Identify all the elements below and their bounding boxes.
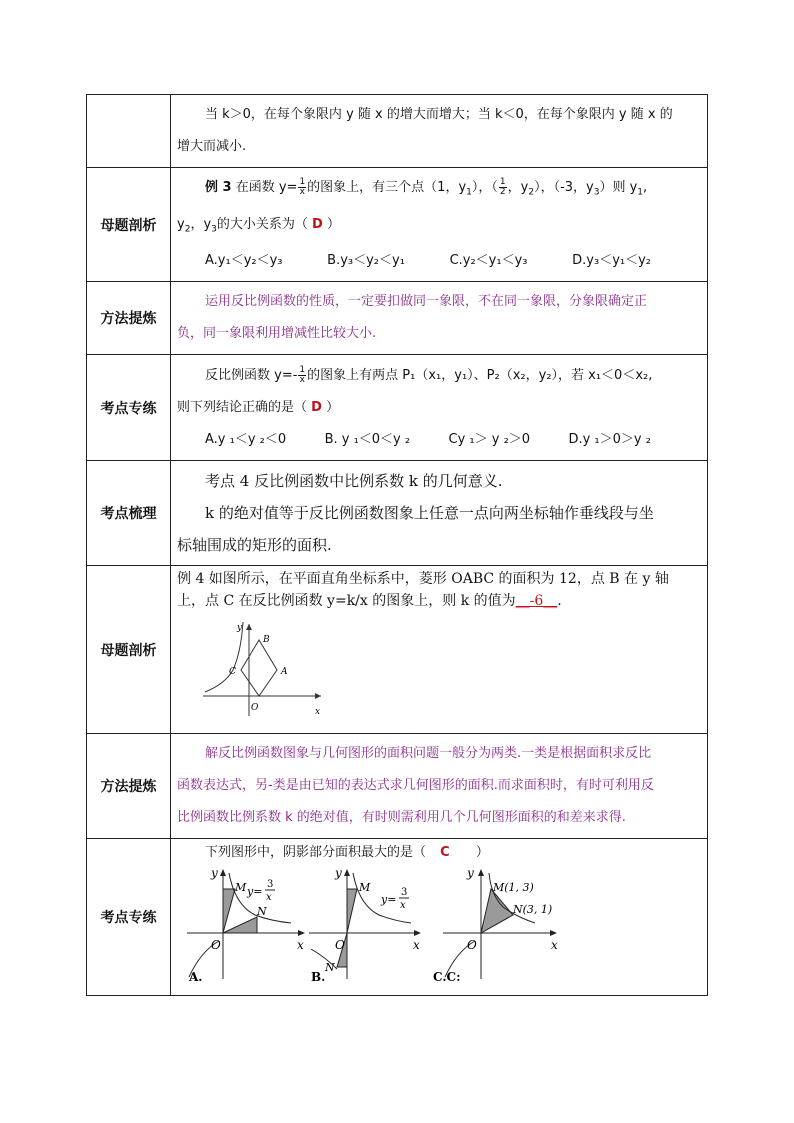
option-c-label: C.C:: [433, 970, 461, 984]
y-label: y: [335, 866, 342, 881]
row-label: 考点梳理: [87, 461, 171, 566]
y-axis-arrow: [478, 869, 484, 876]
answer: __-6__: [515, 593, 558, 610]
row-property: [87, 95, 708, 168]
fraction-den: 2: [499, 187, 506, 197]
text-line: 运用反比例函数的性质，一定要扣做同一象限，不在同一象限，分象限确定正: [205, 294, 648, 310]
practice-2: [171, 839, 708, 996]
shaded-triangle-lower: [223, 917, 257, 933]
text: 上，点 C 在反比例函数 y=k/x 的图象上，则 k 的值为: [177, 593, 516, 610]
y-label: y: [467, 866, 474, 881]
text: 下列图形中，阴影部分面积最大的是（: [205, 845, 427, 861]
row-summary: [87, 461, 708, 566]
x-axis-arrow: [315, 693, 321, 699]
answer: C: [440, 845, 450, 861]
point-n-label: N: [325, 961, 335, 975]
point-a-label: A: [281, 667, 288, 678]
answer: D: [311, 399, 322, 415]
example-3-line1: 例 3 在函数 y= $\frac{1}{x}$ 的图象上，有三个点（1，$y_1$），（ $\frac{1}{2}$ ，$y_2$），（-3，$y_3$）则 $y_1$,: [205, 177, 648, 198]
point-c-label: C: [229, 667, 236, 678]
text-line: [177, 590, 701, 612]
row-label: 方法提炼: [87, 282, 171, 355]
choice-c: C.y₂＜y₁＜y₃: [449, 253, 528, 269]
text: ，y: [507, 180, 529, 195]
text: ）: [326, 216, 340, 232]
function-label: y=: [381, 893, 397, 907]
x-axis-arrow: [550, 930, 557, 936]
fraction-num: 1: [299, 364, 306, 375]
figure-option-a: [185, 865, 307, 983]
x-axis-arrow: [414, 930, 421, 936]
text: 则下列结论正确的是（: [177, 399, 308, 415]
y-axis-arrow: [344, 869, 350, 876]
text-line: 增大而减小.: [177, 139, 247, 154]
text: 的图象上有两点 P₁（x₁，y₁）、P₂（x₂，y₂），若 x₁＜0＜x₂,: [307, 367, 653, 383]
fraction-num: 1: [499, 177, 506, 187]
text: y: [177, 216, 185, 232]
choice-b: B.y₃＜y₂＜y₁: [327, 253, 405, 269]
example-3: [171, 168, 708, 282]
practice-1: [171, 355, 708, 461]
row-method-2: [87, 734, 708, 839]
y-label: y: [237, 623, 243, 634]
text-line: 函数表达式，另-类是由已知的表达式求几何图形的面积.而求面积时，有时可利用反: [177, 778, 654, 794]
fraction: [499, 178, 507, 197]
row-label: 母题剖析: [87, 168, 171, 282]
text: 的大小关系为（: [216, 216, 308, 232]
row-practice-2: [87, 839, 708, 996]
text: ），（: [471, 180, 498, 195]
y-label: y: [211, 866, 218, 881]
point-n-label: N(3, 1): [513, 903, 553, 917]
summary-text: [171, 461, 708, 566]
point-n-label: N: [257, 905, 267, 919]
rhombus-figure: [201, 618, 331, 718]
text-line: 例 4 如图所示，在平面直角坐标系中，菱形 OABC 的面积为 12，点 B 在 y 轴: [177, 571, 669, 588]
function-num: 3: [267, 879, 274, 891]
origin-label: O: [211, 938, 221, 953]
method-text: [171, 282, 708, 355]
property-text: [171, 95, 708, 168]
text-line: 标轴围成的矩形的面积.: [177, 536, 332, 555]
x-axis-arrow: [298, 930, 305, 936]
option-figures: [185, 865, 701, 983]
row-method-1: [87, 282, 708, 355]
worksheet-table: [86, 94, 708, 996]
choices: [205, 424, 701, 456]
example-number: 例 3: [205, 180, 232, 195]
row-label: 考点专练: [87, 839, 171, 996]
origin-label: O: [467, 938, 477, 953]
answer: D: [312, 216, 323, 232]
text: ）: [326, 399, 340, 415]
choice-c: Cy ₁＞ y ₂＞0: [448, 431, 531, 447]
x-label: x: [413, 938, 420, 953]
point-m-label: M: [359, 881, 371, 895]
text-line: 比例函数比例系数 k 的绝对值，有时则需利用几个几何图形面积的和差来求得.: [177, 810, 626, 826]
shaded-triangle-upper: [223, 889, 235, 933]
practice-1-line2: [177, 392, 701, 424]
text: 的图象上，有三个点（1，y: [307, 180, 467, 195]
x-label: x: [315, 707, 321, 718]
example-4: [171, 566, 708, 734]
text-line: 解反比例函数图象与几何图形的面积问题一般分为两类.一类是根据面积求反比: [205, 746, 652, 762]
rhombus: [241, 640, 277, 696]
choice-a: A.y ₁＜y ₂＜0: [205, 431, 287, 447]
choice-b: B. y ₁＜0＜y ₂: [324, 431, 411, 447]
point-m-label: M(1, 3): [493, 881, 534, 895]
option-b-label: B.: [311, 970, 326, 984]
text: ），（-3，y: [534, 180, 594, 195]
function-num: 3: [401, 887, 408, 899]
shaded-triangle-upper: [347, 889, 357, 933]
x-label: x: [551, 938, 558, 953]
text-line: 负，同一象限利用增减性比较大小.: [177, 326, 377, 342]
row-label: 母题剖析: [87, 566, 171, 734]
text-line: 考点 4 反比例函数中比例系数 k 的几何意义.: [205, 472, 503, 491]
function-den: x: [266, 892, 272, 904]
text: ）: [475, 845, 489, 861]
choice-d: D.y ₁＞0＞y ₂: [568, 431, 651, 447]
fraction: [298, 366, 306, 385]
choice-a: A.y₁＜y₂＜y₃: [205, 253, 283, 269]
x-label: x: [297, 938, 304, 953]
fraction-den: x: [299, 374, 305, 385]
option-a-label: A.: [189, 970, 203, 984]
example-3-line2: $y_2$，$y_3$的大小关系为（ D ）: [177, 216, 340, 235]
fraction-den: x: [299, 187, 305, 197]
function-label: y=: [247, 885, 263, 899]
choice-d: D.y₃＜y₁＜y₂: [572, 253, 651, 269]
practice-2-question: [205, 841, 701, 865]
text: 反比例函数 y=-: [205, 367, 298, 383]
text: 在函数 y=: [235, 180, 298, 195]
row-label-empty: [87, 95, 171, 168]
function-den: x: [400, 900, 406, 912]
practice-1-line1: [205, 360, 701, 392]
figure-option-c: [429, 865, 569, 983]
fraction-num: 1: [299, 177, 306, 187]
origin-label: O: [335, 938, 345, 953]
text: .: [557, 593, 562, 610]
row-label: 方法提炼: [87, 734, 171, 839]
choices: [205, 245, 701, 277]
figure-option-b: [307, 865, 429, 983]
row-example-4: [87, 566, 708, 734]
point-b-label: B: [263, 635, 270, 646]
y-axis-arrow: [220, 869, 226, 876]
point-m-label: M: [235, 881, 247, 895]
text: ，y: [190, 216, 212, 232]
origin-label: O: [251, 703, 259, 714]
row-example-3: [87, 168, 708, 282]
row-practice-1: [87, 355, 708, 461]
fraction: [298, 178, 306, 197]
text-line: k 的绝对值等于反比例函数图象上任意一点向两坐标轴作垂线段与坐: [205, 504, 654, 523]
text-line: 当 k＞0，在每个象限内 y 随 x 的增大而增大；当 k＜0，在每个象限内 y 随 x 的: [205, 107, 673, 122]
text: ）则 y: [599, 180, 638, 195]
row-label: 考点专练: [87, 355, 171, 461]
method-text: [171, 734, 708, 839]
y-axis-arrow: [246, 624, 252, 630]
